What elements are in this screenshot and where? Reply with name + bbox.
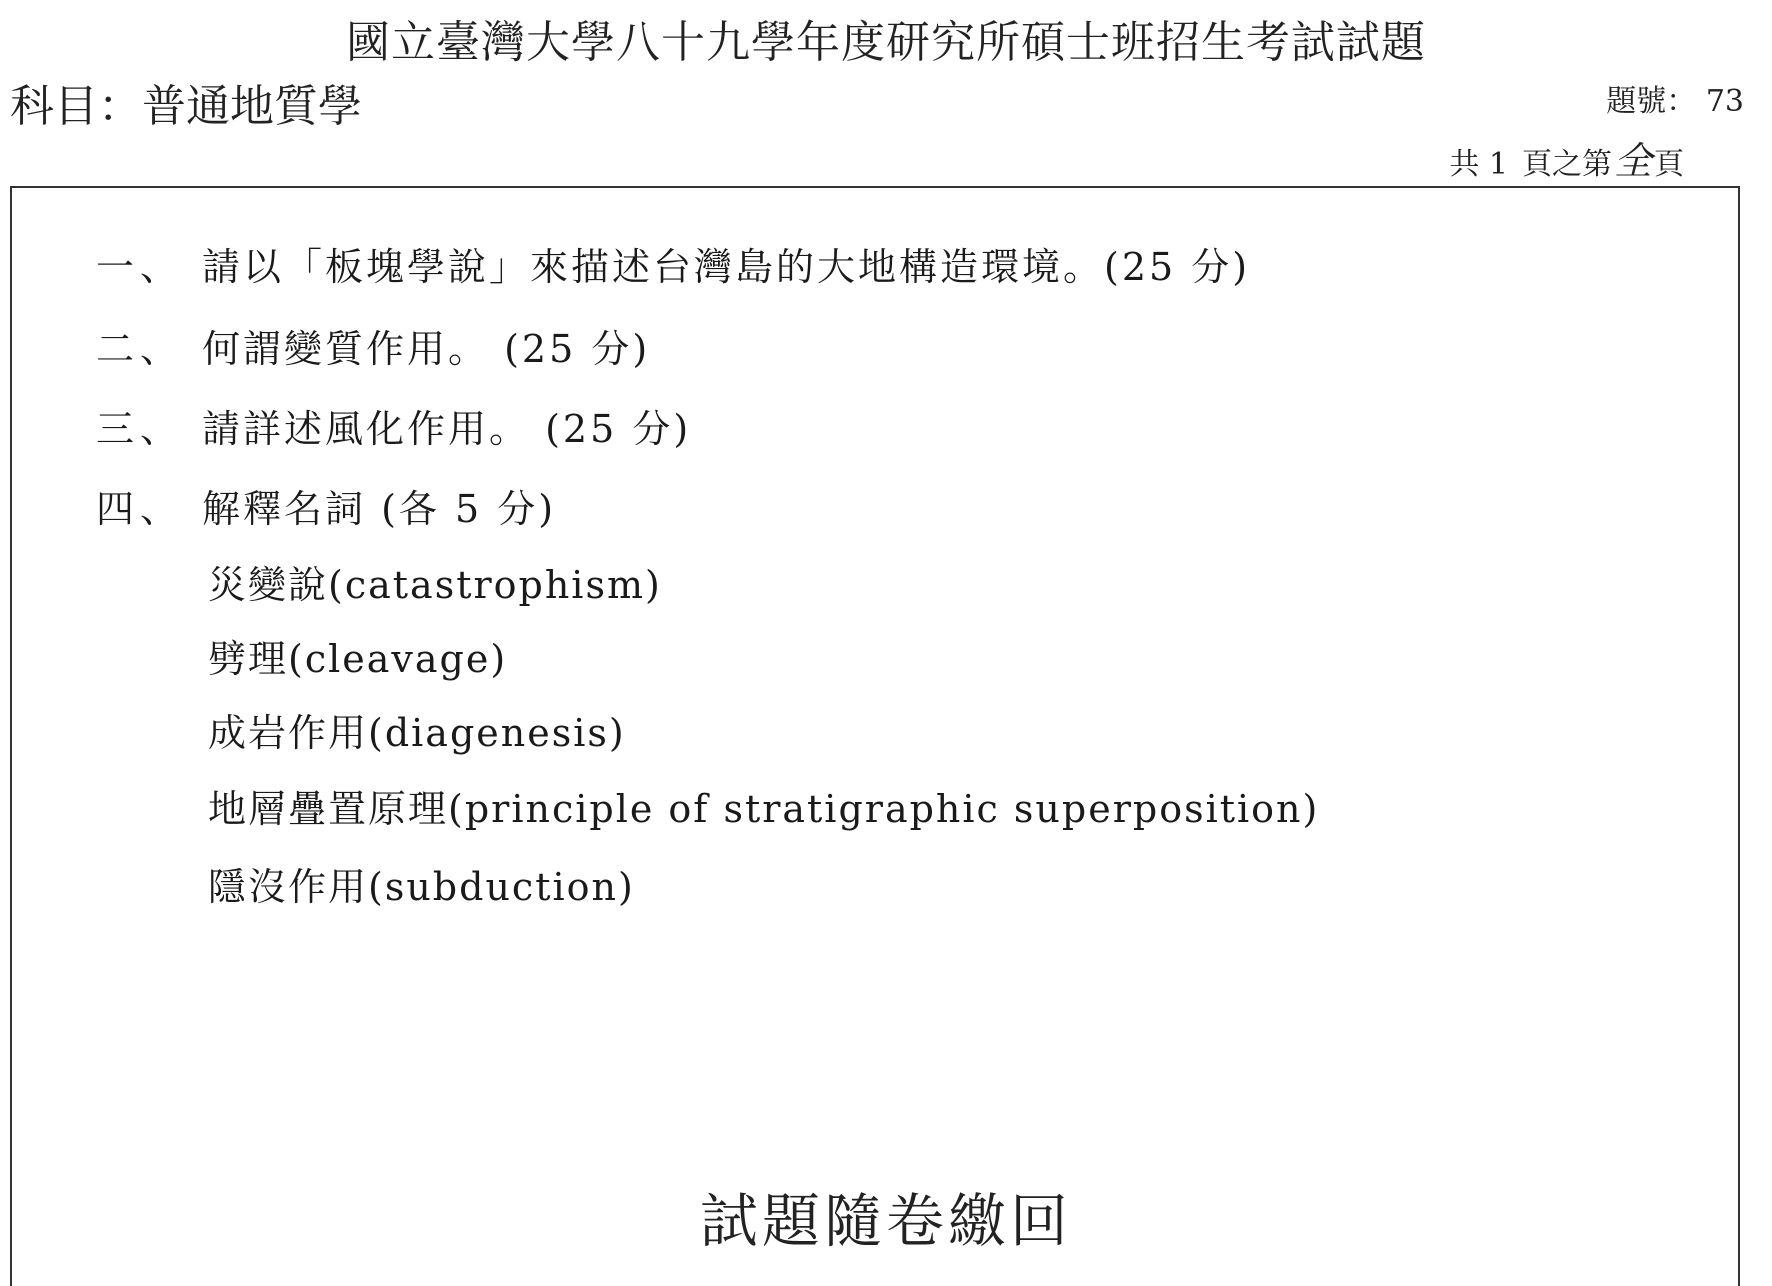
question-number: 題號： 73: [1606, 84, 1744, 119]
question-text: 請以「板塊學說」來描述台灣島的大地構造環境。(25 分): [202, 245, 1251, 289]
question-text: 何謂變質作用。 (25 分): [202, 327, 651, 371]
term-subduction: 隱沒作用(subduction): [208, 865, 635, 909]
term-superposition: 地層疊置原理(principle of stratigraphic superposition): [208, 787, 1320, 831]
question-number-label: 二、: [96, 327, 185, 371]
return-question-sheet-note: 試題隨卷繳回: [699, 1187, 1072, 1255]
term-cleavage: 劈理(cleavage): [208, 637, 508, 681]
exam-title: 國立臺灣大學八十九學年度研究所碩士班招生考試試題: [346, 17, 1426, 68]
term-diagenesis: 成岩作用(diagenesis): [208, 711, 626, 755]
page-current: 全: [1613, 139, 1652, 183]
page-info: [1449, 130, 1684, 185]
question-1: [96, 236, 1250, 291]
question-number-label: 三、: [96, 407, 185, 451]
term-catastrophism: 災變說(catastrophism): [208, 563, 662, 607]
exam-content-box: [10, 186, 1740, 1286]
page-mid: 頁之第: [1521, 147, 1612, 182]
subject-label: 科目：普通地質學: [10, 81, 362, 132]
question-number-label: 一、: [96, 245, 185, 289]
page-total: 共 1: [1449, 147, 1508, 182]
question-2: [96, 318, 650, 373]
question-3: [96, 398, 691, 453]
question-4: [96, 478, 556, 533]
question-text: 請詳述風化作用。 (25 分): [202, 407, 692, 451]
page-suffix: 頁: [1654, 147, 1684, 182]
question-number-label: 四、: [96, 487, 185, 531]
question-text: 解釋名詞 (各 5 分): [202, 487, 557, 531]
